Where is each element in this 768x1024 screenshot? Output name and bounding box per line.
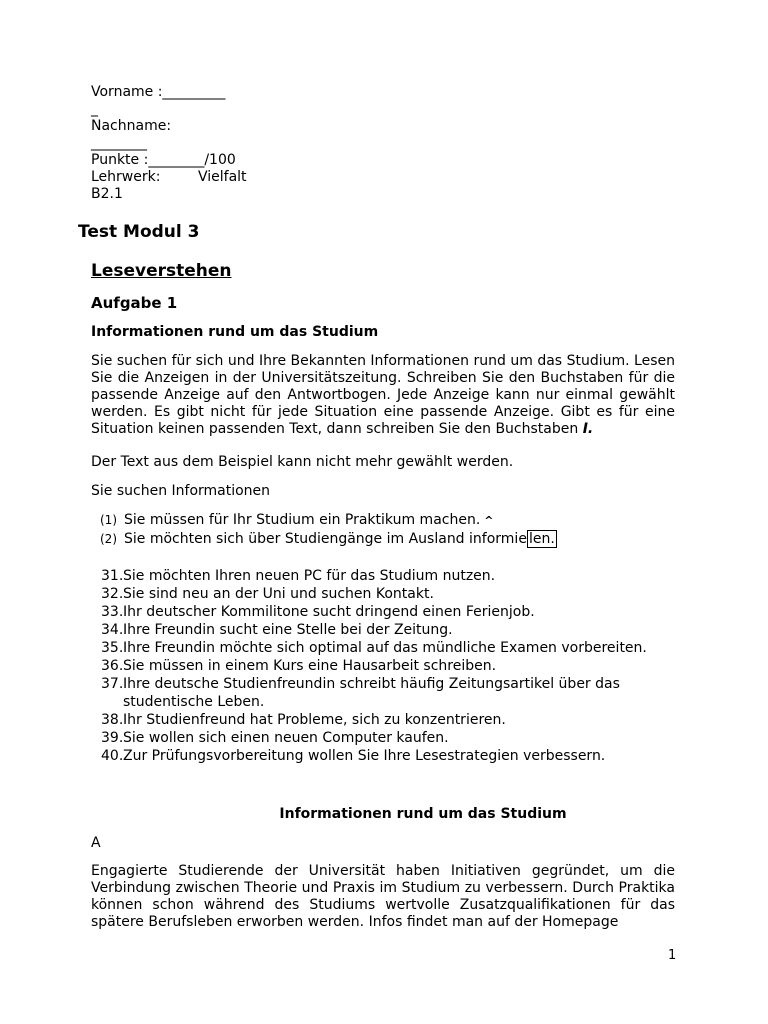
list-item <box>91 585 675 603</box>
instructions-letter: I. <box>582 421 594 437</box>
level-label: B2.1 <box>91 186 123 202</box>
item-text: Zur Prüfungsvorbereitung wollen Sie Ihre Lesestrategien verbessern. <box>123 748 606 764</box>
caret-mark: ^ <box>484 514 494 527</box>
nachname-line: ________ <box>91 135 147 151</box>
list-item <box>91 567 675 585</box>
vorname-field-continuation: _ <box>91 101 98 117</box>
example-boxed-text: len. <box>528 531 555 547</box>
item-number: 33. <box>101 604 124 620</box>
item-number: 38. <box>101 712 124 728</box>
list-item <box>91 657 675 675</box>
lehrwerk-label: Lehrwerk: <box>91 169 161 185</box>
instructions-text: Sie suchen für sich und Ihre Bekannten Informationen rund um das Studium. Lesen Sie die Anzeigen in der Universitätszeitung. Schreiben Sie den Buchstaben für die passende Anzeige auf den Antwortbogen. Jede Anzeige kann nur einmal gewählt werden. Es gibt nicht für jede Situation eine passende Anzeige. Gibt es für eine Situation keinen passenden Text, dann schreiben Sie den Buchstaben <box>91 353 675 437</box>
text-a-paragraph: Engagierte Studierende der Universität haben Initiativen gegründet, um die Verbindung zwischen Theorie und Praxis im Studium zu verbessern. Durch Praktika können schon während des Studiums wertvolle Zusatzqualifikationen für das spätere Berufsleben erworben werden. Infos findet man auf der Homepage <box>91 863 675 930</box>
lead-in: Sie suchen Informationen <box>91 483 271 499</box>
section-title: Leseverstehen <box>91 261 232 281</box>
vorname-field: Vorname :_________ <box>91 84 226 100</box>
item-number: 32. <box>101 586 124 602</box>
example-text: Sie möchten sich über Studiengänge im Ausland informie <box>124 531 527 547</box>
item-text: Sie möchten Ihren neuen PC für das Studium nutzen. <box>123 568 496 584</box>
example-item <box>100 512 494 529</box>
item-number: 37. <box>101 676 124 692</box>
example-number: (2) <box>100 532 117 546</box>
situation-list <box>91 567 675 765</box>
list-item <box>91 747 675 765</box>
list-item <box>91 711 675 729</box>
item-number: 34. <box>101 622 124 638</box>
item-text: Ihre Freundin möchte sich optimal auf das mündliche Examen vorbereiten. <box>123 640 647 656</box>
task-subheading: Informationen rund um das Studium <box>91 324 379 340</box>
list-item <box>91 621 675 639</box>
page-number: 1 <box>668 948 677 963</box>
list-item <box>91 729 675 747</box>
item-text: Ihr Studienfreund hat Probleme, sich zu konzentrieren. <box>123 712 506 728</box>
example-number: (1) <box>100 513 117 527</box>
example-text: Sie müssen für Ihr Studium ein Praktikum machen. <box>124 512 481 528</box>
item-text: Ihre Freundin sucht eine Stelle bei der Zeitung. <box>123 622 453 638</box>
list-item <box>91 639 675 657</box>
list-item <box>91 603 675 621</box>
task-heading: Aufgabe 1 <box>91 294 178 312</box>
item-number: 36. <box>101 658 124 674</box>
text-a-label: A <box>91 835 101 851</box>
item-text: Sie wollen sich einen neuen Computer kaufen. <box>123 730 449 746</box>
item-number: 31. <box>101 568 124 584</box>
punkte-field: Punkte :________/100 <box>91 152 236 168</box>
item-text: Ihre deutsche Studienfreundin schreibt häufig Zeitungsartikel über das studentische Leben. <box>123 676 620 710</box>
lehrwerk-value: Vielfalt <box>198 169 247 185</box>
nachname-label: Nachname: <box>91 118 172 134</box>
item-text: Sie müssen in einem Kurs eine Hausarbeit schreiben. <box>123 658 497 674</box>
list-item <box>91 675 675 711</box>
item-number: 35. <box>101 640 124 656</box>
item-number: 40. <box>101 748 124 764</box>
note-paragraph: Der Text aus dem Beispiel kann nicht mehr gewählt werden. <box>91 454 514 470</box>
texts-heading: Informationen rund um das Studium <box>279 806 567 822</box>
item-text: Sie sind neu an der Uni und suchen Kontakt. <box>123 586 434 602</box>
test-title: Test Modul 3 <box>78 222 200 242</box>
example-item <box>100 531 557 548</box>
item-text: Ihr deutscher Kommilitone sucht dringend einen Ferienjob. <box>123 604 535 620</box>
instructions-paragraph <box>91 353 675 438</box>
item-number: 39. <box>101 730 124 746</box>
